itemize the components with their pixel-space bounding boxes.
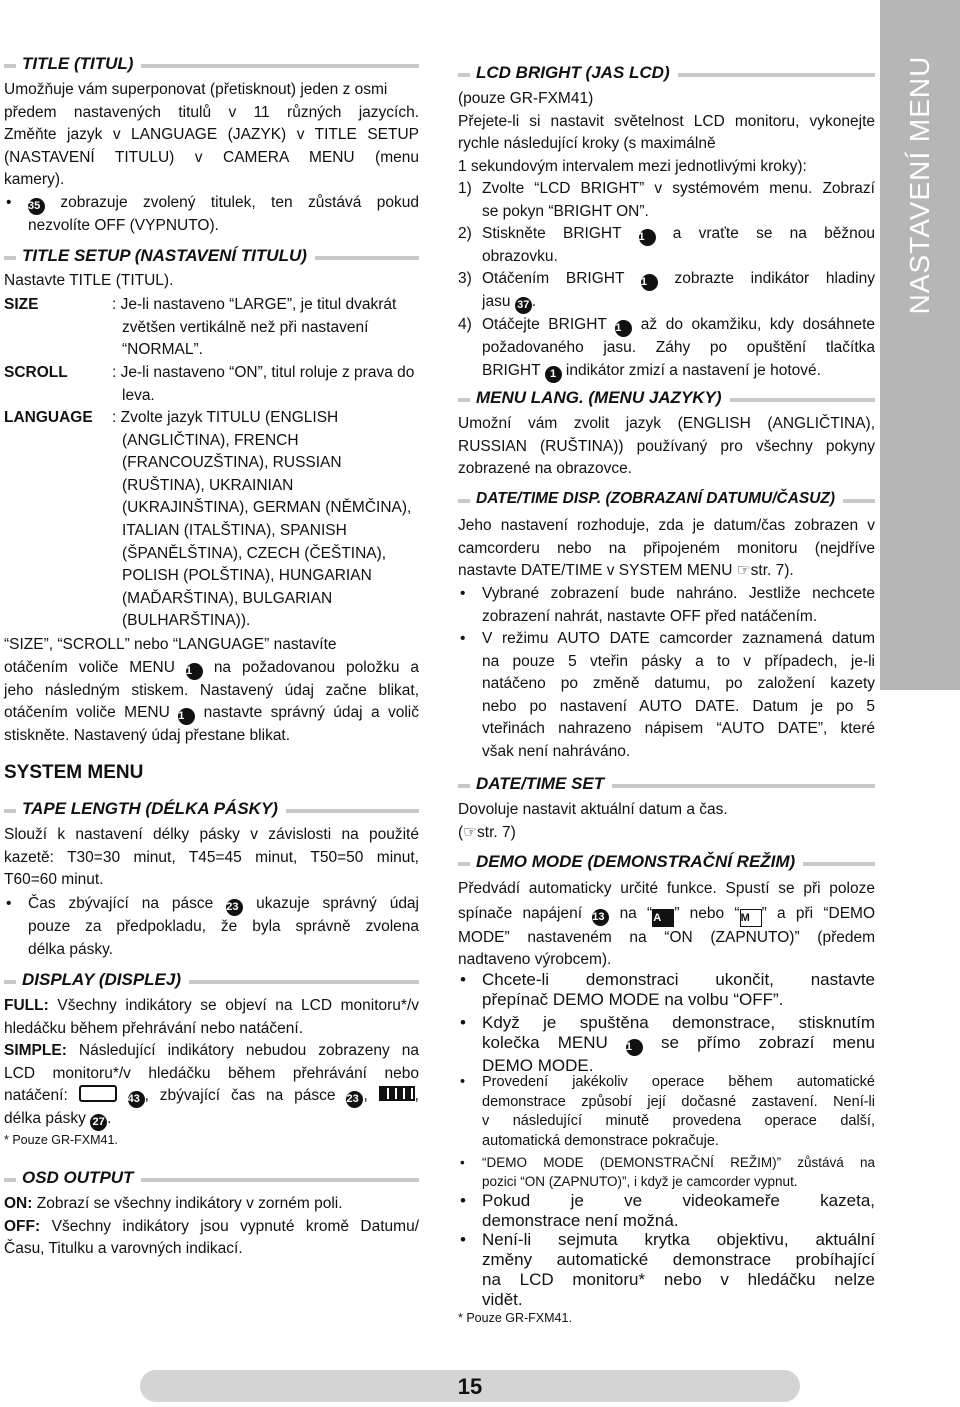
- paragraph: Dovoluje nastavit aktuální datum a čas. (☞str. 7): [458, 801, 728, 841]
- battery-icon: [379, 1086, 415, 1101]
- section-heading-lcd-bright: LCD BRIGHT (JAS LCD): [458, 62, 875, 84]
- footnote: * Pouze GR-FXM41.: [4, 1133, 118, 1147]
- menu-dial-icon: 1: [178, 708, 195, 725]
- step-4: 4) Otáčejte BRIGHT 1 až do okamžiku, kdy dosáhnete požadovaného jasu. Záhy po opuštění tlačítka BRIGHT 1 indikátor zmizí a nastavení je hotové.: [458, 314, 875, 383]
- page-number-bar: [140, 1370, 800, 1402]
- section-heading-title: TITLE (TITUL): [4, 53, 419, 75]
- bullet-item: • V režimu AUTO DATE camcorder zaznamená datum na pouze 5 vteřin pásky a to v případech, je-li natáčeno po změně datumu, po založení kazety nebo po nastavení AUTO DATE. Datum je po 5 vteřinách nahrazeno nápisem “AUTO DATE”, které však není nahráváno.: [460, 630, 875, 760]
- system-menu-heading: SYSTEM MENU: [4, 762, 144, 783]
- tape-icon: [79, 1085, 117, 1102]
- section-heading-tape-length: TAPE LENGTH (DÉLKA PÁSKY): [4, 798, 419, 820]
- step-1: 1) Zvolte “LCD BRIGHT” v systémovém menu. Zobrazí se pokyn “BRIGHT ON”.: [458, 180, 875, 220]
- step-3: 3) Otáčením BRIGHT 1 zobrazte indikátor hladiny jasu 37 .: [458, 268, 875, 314]
- menu-dial-icon: 1: [186, 663, 203, 680]
- auto-mode-icon: A: [652, 909, 674, 927]
- definition-language: : Zvolte jazyk TITULU (ENGLISH (ANGLIČTINA), FRENCH (FRANCOUZŠTINA), RUSSIAN (RUŠTINA), UKRAINIAN (UKRAJINŠTINA), GERMAN (NĚMČINA), ITALIAN (ITALŠTINA), SPANISH (ŠPANĚLŠTINA), CZECH (ČEŠTINA), POLISH (POLŠTINA), HUNGARIAN (MAĎARŠTINA), BULGARIAN (BULHARŠTINA)).: [112, 409, 412, 630]
- section-heading-date-time-set: DATE/TIME SET: [458, 773, 875, 795]
- footnote: * Pouze GR-FXM41.: [458, 1311, 572, 1325]
- paragraph: (pouze GR-FXM41) Přejete-li si nastavit světelnost LCD monitoru, vykonejte rychle následující kroky (s maximálně 1 sekundovým intervalem mezi jednotlivými kroky):: [458, 90, 875, 175]
- bullet-item: • Vybrané zobrazení bude nahráno. Jestliže nechcete zobrazení nahrát, nastavte OFF před natáčením.: [460, 585, 875, 625]
- bullet-item: • “DEMO MODE (DEMONSTRAČNÍ REŽIM)” zůstává na pozici “ON (ZAPNUTO)”, i když je camcorder vypnut.: [460, 1155, 875, 1189]
- bullet-item: • Čas zbývající na pásce 23 ukazuje správný údaj pouze za předpokladu, že byla správně zvolena délka pásky.: [6, 895, 420, 958]
- manual-mode-icon: M: [740, 909, 762, 927]
- section-heading-display: DISPLAY (DISPLEJ): [4, 969, 419, 991]
- section-heading-osd: OSD OUTPUT: [4, 1167, 419, 1189]
- bullet-item: • Pokud je ve videokameře kazeta, demonstrace není možná.: [460, 1191, 875, 1230]
- section-heading-title-setup: TITLE SETUP (NASTAVENÍ TITULU): [4, 245, 419, 267]
- paragraph-simple: SIMPLE: Následující indikátory nebudou zobrazeny na LCD monitoru*/v hledáčku během přehrávání nebo natáčení: 43 , zbývající čas na pásce 23 , , délka pásky 27 .: [4, 1040, 419, 1131]
- paragraph: Jeho nastavení rozhoduje, zda je datum/čas zobrazen v camcorderu nebo na připojeném monitoru (nejdříve nastavte DATE/TIME v SYSTEM MENU ☞str. 7).: [458, 517, 875, 580]
- paragraph: Nastavte TITLE (TITUL).: [4, 272, 174, 289]
- paragraph-full: FULL: Všechny indikátory se objeví na LCD monitoru*/v hledáčku během přehrávání nebo natáčení.: [4, 997, 420, 1037]
- definition-size: : Je-li nastaveno “LARGE”, je titul dvakrát zvětšen vertikálně než při nastavení “NORMAL”.: [112, 296, 397, 359]
- term-scroll: SCROLL: [4, 364, 68, 381]
- bullet-item: • Když je spuštěna demonstrace, stisknutím kolečka MENU 1 se přímo zobrazí menu DEMO MODE.: [460, 1013, 875, 1075]
- bullet-item: • Chcete-li demonstraci ukončit, nastavte přepínač DEMO MODE na volbu “OFF”.: [460, 970, 875, 1009]
- term-size: SIZE: [4, 296, 39, 313]
- paragraph: Slouží k nastavení délky pásky v závislosti na použité kazetě: T30=30 minut, T45=45 minut, T50=50 minut, T60=60 minut.: [4, 826, 419, 889]
- page-number: 15: [457, 1374, 483, 1399]
- bullet-item: • 35 zobrazuje zvolený titulek, ten zůstává pokud nezvolíte OFF (VYPNUTO).: [6, 194, 419, 234]
- paragraph-osd: ON: Zobrazí se všechny indikátory v zorném poli. OFF: Všechny indikátory jsou vypnuté kromě Datumu/ Času, Titulku a varovných indikací.: [4, 1195, 419, 1258]
- section-heading-menu-lang: MENU LANG. (MENU JAZYKY): [458, 387, 875, 409]
- bullet-item: • Není-li sejmuta krytka objektivu, aktuální změny automatické demonstrace probíhající na LCD monitoru* nebo v hledáčku nelze vidět.: [460, 1230, 875, 1309]
- sidebar-title: NASTAVENÍ MENU: [904, 55, 935, 315]
- section-heading-demo-mode: DEMO MODE (DEMONSTRAČNÍ REŽIM): [458, 851, 875, 873]
- paragraph: Předvádí automaticky určité funkce. Spustí se při poloze spínače napájení 13 na “A ” nebo “M ” a při “DEMO MODE” nastaveném na “ON (ZAPNUTO)” (předem nadtaveno výrobcem).: [458, 880, 876, 969]
- paragraph: Umožňuje vám superponovat (přetisknout) jeden z osmi předem nastavených titulů v 11 různých jazycích. Změňte jazyk v LANGUAGE (JAZYK) v TITLE SETUP (NASTAVENÍ TITULU) v CAMERA MENU (menu kamery).: [4, 81, 419, 189]
- paragraph: Umožní vám zvolit jazyk (ENGLISH (ANGLIČTINA), RUSSIAN (RUŠTINA)) používaný pro všechny pokyny zobrazené na obrazovce.: [458, 415, 875, 478]
- bullet-item: • Provedení jakékoliv operace během automatické demonstrace způsobí její dočasné zastavení. Není-li v následující minutě provedena operace další, automatická demonstrace pokračuje.: [460, 1074, 875, 1149]
- paragraph: “SIZE”, “SCROLL” nebo “LANGUAGE” nastavíte otáčením voliče MENU 1 na požadovanou položku a jeho následným stiskem. Nastavený údaj začne blikat, otáčením voliče MENU 1 nastavte správný údaj a volič stiskněte. Nastavený údaj přestane blikat.: [4, 636, 420, 745]
- step-2: 2) Stiskněte BRIGHT 1 a vraťte se na běžnou obrazovku.: [458, 225, 875, 265]
- section-sidebar-tab: [880, 0, 960, 690]
- section-heading-date-time-disp: DATE/TIME DISP. (ZOBRAZANÍ DATUMU/ČASUZ): [458, 488, 875, 510]
- definition-scroll: : Je-li nastaveno “ON”, titul roluje z prava do leva.: [112, 364, 415, 404]
- term-language: LANGUAGE: [4, 409, 93, 426]
